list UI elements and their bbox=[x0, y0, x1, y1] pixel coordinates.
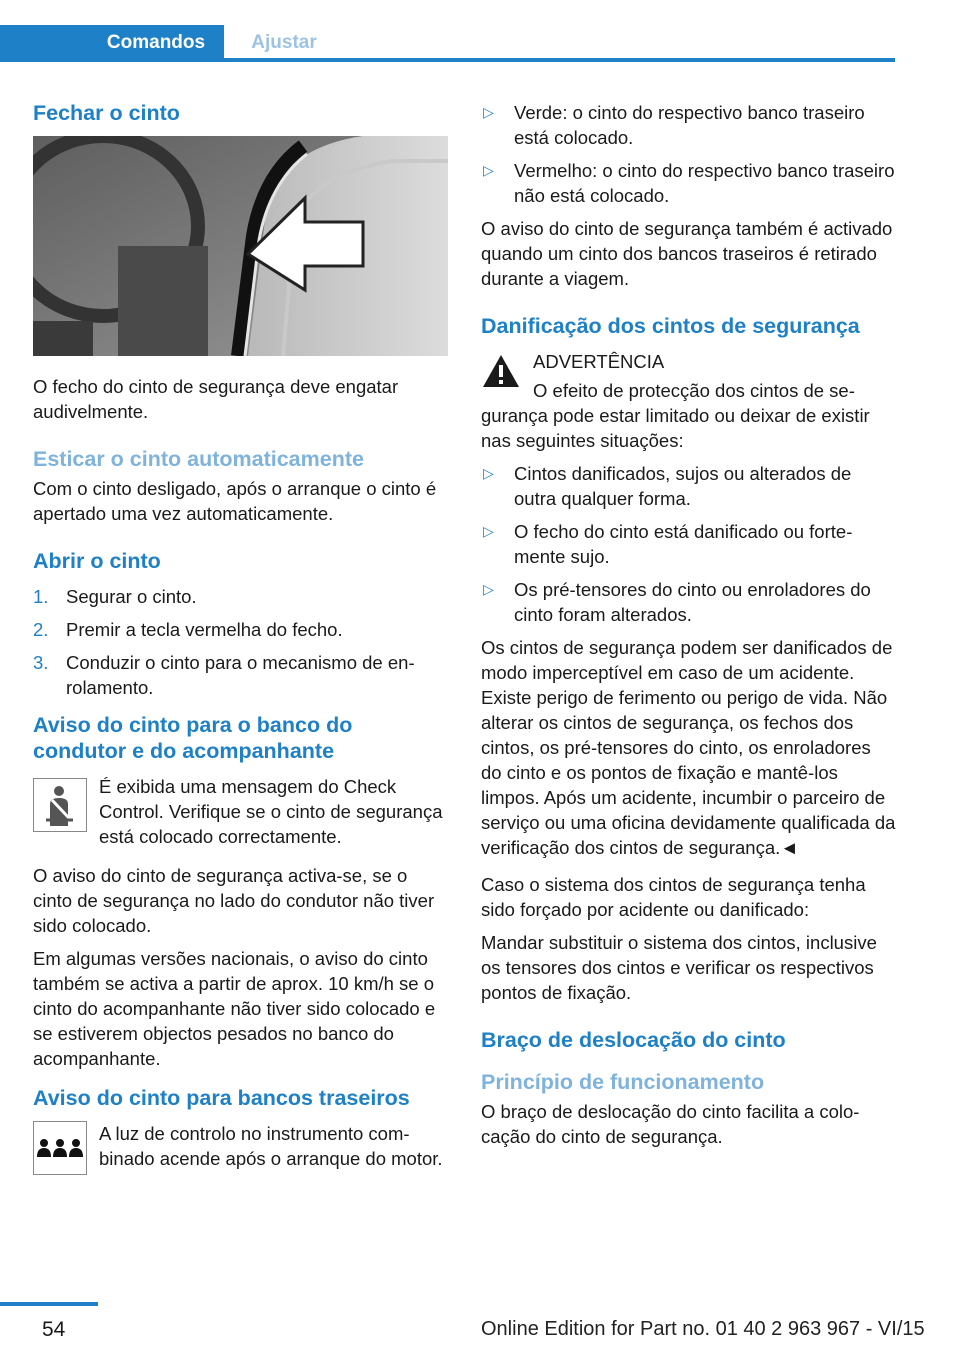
triangle-bullet-icon: ▷ bbox=[483, 162, 494, 178]
paragraph-retirado: O aviso do cinto de segurança também é activado quando um cinto dos bancos traseiros é retirado durante a viagem. bbox=[481, 218, 893, 289]
bullet-text: O fecho do cinto está danificado ou fortemente sujo. bbox=[514, 521, 853, 567]
heading-principio: Princípio de funcionamento bbox=[481, 1070, 765, 1094]
tab-ajustar[interactable]: Ajustar bbox=[251, 31, 317, 53]
list-item bbox=[481, 100, 896, 150]
triangle-bullet-icon: ▷ bbox=[483, 104, 494, 120]
paragraph-aviso-2: Em algumas versões nacionais, o aviso do cinto também se activa a partir de aprox. 10 km/h se o cinto do acompanhante não tiver sido colocado e se estiverem objectos pesados no banco do acompanhante. bbox=[33, 948, 436, 1069]
header-rule bbox=[0, 58, 895, 62]
heading-esticar: Esticar o cinto automaticamente bbox=[33, 447, 364, 471]
list-item bbox=[33, 650, 448, 700]
paragraph-mandar: Mandar substituir o sistema dos cintos, inclusive os tensores dos cintos e verificar os respectivos pontos de fixação. bbox=[481, 932, 877, 1003]
warning-title: ADVERTÊNCIA bbox=[533, 351, 665, 372]
step-number: 1. bbox=[33, 586, 49, 607]
heading-abrir: Abrir o cinto bbox=[33, 549, 161, 573]
list-item bbox=[481, 519, 896, 569]
list-item bbox=[481, 158, 896, 208]
footer-rule bbox=[0, 1302, 98, 1306]
warning-text: O efeito de protecção dos cintos de segurança pode estar limitado ou deixar de existir nas seguintes situações: bbox=[481, 380, 870, 451]
heading-braco: Braço de deslocação do cinto bbox=[481, 1028, 786, 1052]
heading-fechar-cinto: Fechar o cinto bbox=[33, 101, 180, 125]
step-text: Premir a tecla vermelha do fecho. bbox=[66, 619, 343, 640]
warning-triangle-icon bbox=[481, 353, 521, 389]
step-text: Conduzir o cinto para o mecanismo de enrolamento. bbox=[66, 652, 415, 698]
paragraph-esticar: Com o cinto desligado, após o arranque o cinto é apertado uma vez automaticamente. bbox=[33, 478, 437, 524]
bullet-text: Os pré-tensores do cinto ou enroladores do cinto foram alterados. bbox=[514, 579, 871, 625]
step-text: Segurar o cinto. bbox=[66, 586, 197, 607]
left-column bbox=[33, 100, 448, 1179]
paragraph-check-control: É exibida uma mensagem do Check Control. Verifique se o cinto de segurança está colocado correctamente. bbox=[99, 776, 443, 847]
paragraph-braco: O braço de deslocação do cinto facilita a colocação do cinto de segurança. bbox=[481, 1101, 860, 1147]
rear-belt-status-list bbox=[481, 100, 896, 208]
header-tab-lead bbox=[0, 25, 88, 60]
triangle-bullet-icon: ▷ bbox=[483, 465, 494, 481]
list-item bbox=[33, 584, 448, 609]
paragraph-fechar: O fecho do cinto de segurança deve engatar audivelmente. bbox=[33, 376, 399, 422]
page-number: 54 bbox=[42, 1318, 66, 1341]
bullet-text: Verde: o cinto do respectivo banco traseiro está colocado. bbox=[514, 102, 865, 148]
step-number: 3. bbox=[33, 652, 49, 673]
tab-comandos[interactable]: Comandos bbox=[88, 25, 224, 60]
seatbelt-warning-icon bbox=[33, 778, 87, 832]
list-item bbox=[33, 617, 448, 642]
paragraph-danificados: Os cintos de segurança podem ser danificados de modo imperceptível em caso de um acidente. Existe perigo de ferimento ou perigo de vida. Não alterar os cintos de segurança, os fechos dos cintos, os pré-tensores do cinto, os enroladores do cinto e os pontos de fixação e mantê-los limpos. Após um acidente, incumbir o parceiro de serviço ou uma oficina devidamente qualificada da verificação dos cintos de segurança.◄ bbox=[481, 637, 896, 858]
steps-abrir bbox=[33, 584, 448, 700]
paragraph-aviso-1: O aviso do cinto de segurança activa-se, se o cinto de segurança no lado do condutor não tiver sido colocado. bbox=[33, 865, 435, 936]
warning-conditions-list bbox=[481, 461, 896, 627]
bullet-text: Vermelho: o cinto do respectivo banco traseiro não está colocado. bbox=[514, 160, 895, 206]
paragraph-caso: Caso o sistema dos cintos de segurança tenha sido forçado por acidente ou danificado: bbox=[481, 874, 866, 920]
bullet-text: Cintos danificados, sujos ou alterados de outra qualquer forma. bbox=[514, 463, 852, 509]
heading-danificacao: Danificação dos cintos de segurança bbox=[481, 314, 860, 338]
seatbelt-buckle-photo bbox=[33, 136, 448, 356]
paragraph-traseiros: A luz de controlo no instrumento combinado acende após o arranque do motor. bbox=[99, 1123, 443, 1169]
heading-aviso-condutor: Aviso do cinto para o banco do condutor e do acompanhante bbox=[33, 713, 353, 763]
list-item bbox=[481, 577, 896, 627]
list-item bbox=[481, 461, 896, 511]
right-column bbox=[481, 100, 896, 1157]
rear-seat-occupants-icon bbox=[33, 1121, 87, 1175]
step-number: 2. bbox=[33, 619, 49, 640]
triangle-bullet-icon: ▷ bbox=[483, 523, 494, 539]
header-bar bbox=[0, 0, 895, 62]
heading-bancos-traseiros: Aviso do cinto para bancos traseiros bbox=[33, 1086, 410, 1110]
edition-footer: Online Edition for Part no. 01 40 2 963 967 - VI/15 bbox=[481, 1318, 925, 1340]
triangle-bullet-icon: ▷ bbox=[483, 581, 494, 597]
